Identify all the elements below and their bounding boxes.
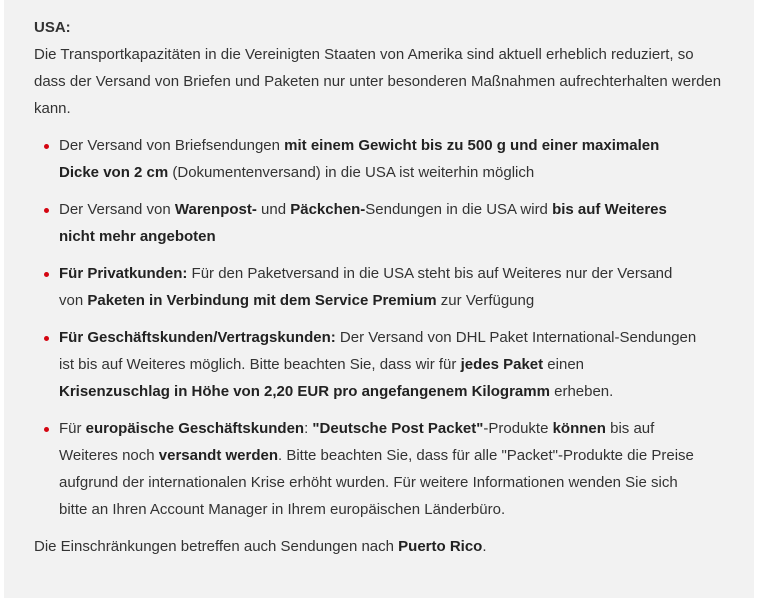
item-bold: Päckchen- (290, 201, 366, 218)
intro-paragraph: Die Transportkapazitäten in die Vereinigten Staaten von Amerika sind aktuell erheblich reduziert, so dass der Versand von Briefen und Paketen nur unter besonderen Maßnahmen aufrechterhalten werden kann. (34, 46, 722, 117)
list-item (34, 415, 699, 523)
bullet-icon (44, 427, 49, 432)
item-bold: können (552, 420, 606, 437)
item-bold: Warenpost- (174, 201, 257, 218)
bullet-icon (44, 208, 49, 213)
item-text: bis auf Weiteres noch (59, 420, 655, 464)
item-bold: europäische Geschäftskunden (85, 420, 305, 437)
bullet-icon (44, 336, 49, 341)
list-item (34, 324, 699, 405)
bullet-icon (44, 144, 49, 149)
item-text: zur Verfügung (436, 292, 535, 309)
info-card (4, 0, 754, 598)
item-text: . Bitte beachten Sie, dass für alle "Packet"-Produkte die Preise aufgrund der internationalen Krise erhöht wurden. Für weitere Informationen wenden Sie sich bitte an Ihren Account Manager in Ihrem europäischen Länderbüro. (59, 447, 694, 518)
item-text: Für den Paketversand in die USA steht bis auf Weiteres nur der Versand von (59, 265, 673, 309)
footer-paragraph (34, 533, 724, 560)
item-text: Sendungen in die USA wird (365, 201, 553, 218)
footer-bold: Puerto Rico (398, 538, 483, 555)
item-text: : (304, 420, 313, 437)
list-item (34, 260, 699, 314)
footer-end: . (482, 538, 487, 555)
footer-text: Die Einschränkungen betreffen auch Sendungen nach (34, 538, 399, 555)
list-item (34, 196, 699, 250)
item-text: Der Versand von DHL Paket International-Sendungen ist bis auf Weiteres möglich. Bitte beachten Sie, dass wir für (59, 329, 697, 373)
item-text: einen (543, 356, 585, 373)
section-heading: USA: (34, 19, 71, 36)
content-area (34, 14, 724, 560)
item-text: Der Versand von (59, 201, 175, 218)
restrictions-list (34, 132, 724, 523)
item-bold: versandt werden (158, 447, 278, 464)
item-bold: "Deutsche Post Packet" (312, 420, 484, 437)
bullet-icon (44, 272, 49, 277)
list-item (34, 132, 699, 186)
item-bold: Paketen in Verbindung mit dem Service Premium (87, 292, 437, 309)
item-text: erheben. (549, 383, 614, 400)
item-bold: bis auf Weiteres nicht mehr angeboten (59, 201, 667, 245)
item-bold: jedes Paket (460, 356, 544, 373)
item-bold: Für Geschäftskunden/Vertragskunden: (59, 329, 336, 346)
item-text: Für (59, 420, 86, 437)
item-bold: Für Privatkunden: (59, 265, 188, 282)
item-text: -Produkte (483, 420, 553, 437)
item-text: (Dokumentenversand) in die USA ist weiterhin möglich (168, 164, 535, 181)
item-text: Der Versand von Briefsendungen (59, 137, 285, 154)
item-bold: Krisenzuschlag in Höhe von 2,20 EUR pro angefangenem Kilogramm (59, 383, 550, 400)
item-text: und (256, 201, 291, 218)
item-bold: mit einem Gewicht bis zu 500 g und einer maximalen Dicke von 2 cm (59, 137, 660, 181)
